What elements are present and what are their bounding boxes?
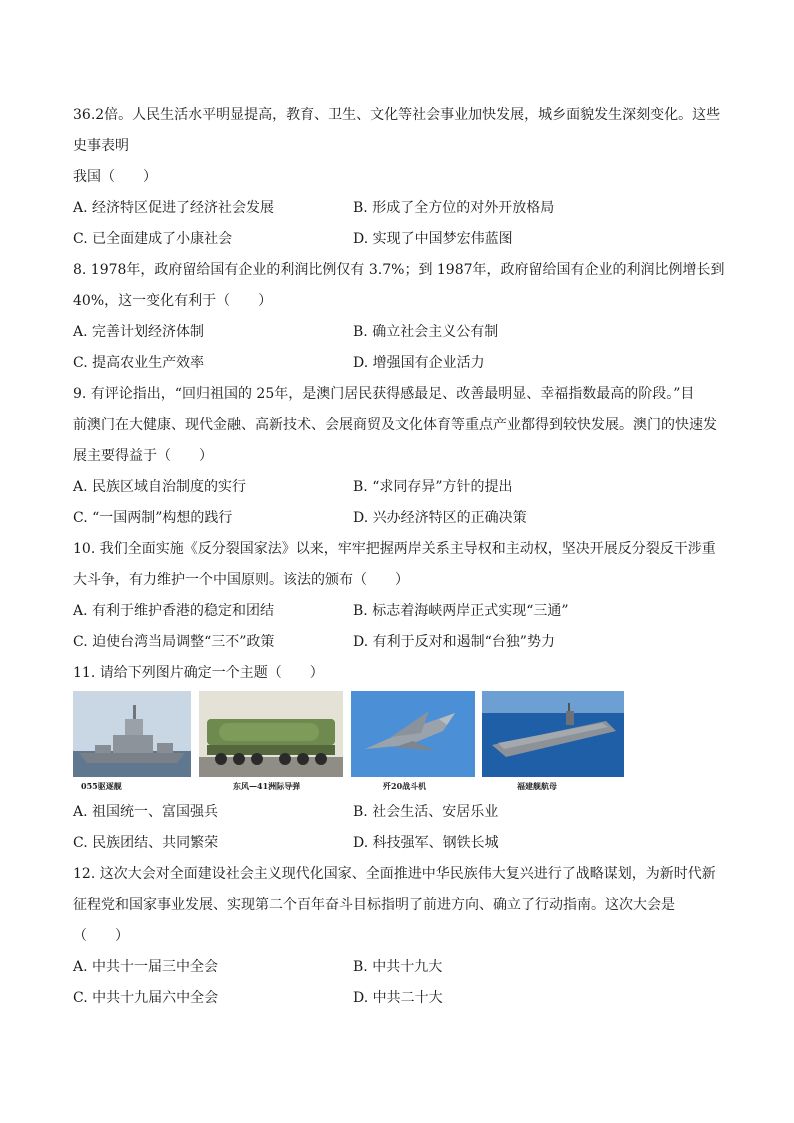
option-d[interactable]: D. 实现了中国梦宏伟蓝图: [353, 231, 513, 247]
question-7-stem-line-3: 我国（ ）: [73, 169, 157, 185]
question-11-options-row-2: [73, 828, 723, 859]
option-b[interactable]: B. 中共十九大: [353, 959, 443, 975]
question-12-stem-line-2: 征程党和国家事业发展、实现第二个百年奋斗目标指明了前进方向、确立了行动指南。这次大会是: [73, 897, 675, 913]
question-12-stem-line-1: 12. 这次大会对全面建设社会主义现代化国家、全面推进中华民族伟大复兴进行了战略谋划，为新时代新: [73, 866, 716, 882]
question-9-options-row-2: [73, 503, 723, 534]
question-11-options-row-1: [73, 797, 723, 828]
question-7-stem-line-1: 36.2倍。人民生活水平明显提高，教育、卫生、文化等社会事业加快发展，城乡面貌发生深刻变化。这些: [73, 107, 721, 123]
question-12: [73, 859, 723, 1014]
question-11-stem: 11. 请给下列图片确定一个主题（ ）: [73, 665, 324, 681]
destroyer-photo: [73, 691, 191, 777]
option-a[interactable]: A. 中共十一届三中全会: [73, 959, 219, 975]
question-11-picture-strip: [73, 691, 723, 797]
fighter-caption: 歼20战斗机: [383, 781, 427, 791]
option-c[interactable]: C. “一国两制”构想的践行: [73, 510, 233, 526]
question-7-options-row-1: [73, 193, 723, 224]
option-d[interactable]: D. 科技强军、钢铁长城: [353, 835, 499, 851]
question-9-options-row-1: [73, 472, 723, 503]
option-d[interactable]: D. 有利于反对和遏制“台独”势力: [353, 634, 555, 650]
question-8-options-row-1: [73, 317, 723, 348]
option-c[interactable]: C. 中共十九届六中全会: [73, 990, 219, 1006]
option-c[interactable]: C. 已全面建成了小康社会: [73, 231, 233, 247]
option-d[interactable]: D. 兴办经济特区的正确决策: [353, 510, 527, 526]
question-8: [73, 255, 723, 379]
option-a[interactable]: A. 有利于维护香港的稳定和团结: [73, 603, 275, 619]
missile-photo: [199, 691, 343, 777]
question-9-stem-line-3: 展主要得益于（ ）: [73, 448, 213, 464]
question-10-stem-line-1: 10. 我们全面实施《反分裂国家法》以来，牢牢把握两岸关系主导权和主动权，坚决开展反分裂反干涉重: [73, 541, 716, 557]
question-12-options-row-2: [73, 983, 723, 1014]
carrier-caption: 福建舰航母: [517, 781, 557, 791]
destroyer-caption: 055驱逐舰: [81, 781, 122, 791]
option-d[interactable]: D. 中共二十大: [353, 990, 443, 1006]
option-a[interactable]: A. 祖国统一、富国强兵: [73, 804, 219, 820]
option-a[interactable]: A. 完善计划经济体制: [73, 324, 205, 340]
question-9-stem-line-1: 9. 有评论指出，“回归祖国的 25年，是澳门居民获得感最足、改善最明显、幸福指数最高的阶段。”目: [73, 386, 695, 402]
question-7-stem-line-2: 史事表明: [73, 138, 129, 154]
fighter-photo: [351, 691, 475, 777]
question-9: [73, 379, 723, 534]
option-b[interactable]: B. “求同存异”方针的提出: [353, 479, 513, 495]
question-8-stem-line-2: 40%，这一变化有利于（ ）: [73, 293, 273, 309]
option-b[interactable]: B. 社会生活、安居乐业: [353, 804, 499, 820]
question-8-stem-line-1: 8. 1978年，政府留给国有企业的利润比例仅有 3.7%；到 1987年，政府留给国有企业的利润比例增长到: [73, 262, 725, 278]
question-7: [73, 100, 723, 255]
option-b[interactable]: B. 标志着海峡两岸正式实现“三通”: [353, 603, 569, 619]
question-11: [73, 658, 723, 859]
option-a[interactable]: A. 经济特区促进了经济社会发展: [73, 200, 275, 216]
question-10-options-row-2: [73, 627, 723, 658]
option-c[interactable]: C. 提高农业生产效率: [73, 355, 205, 371]
question-10: [73, 534, 723, 658]
option-b[interactable]: B. 确立社会主义公有制: [353, 324, 499, 340]
option-a[interactable]: A. 民族区域自治制度的实行: [73, 479, 247, 495]
missile-caption: 东风—41洲际导弹: [233, 781, 301, 791]
option-c[interactable]: C. 迫使台湾当局调整“三不”政策: [73, 634, 275, 650]
option-c[interactable]: C. 民族团结、共同繁荣: [73, 835, 219, 851]
question-list: [73, 100, 723, 1014]
question-10-stem-line-2: 大斗争，有力维护一个中国原则。该法的颁布（ ）: [73, 572, 409, 588]
option-b[interactable]: B. 形成了全方位的对外开放格局: [353, 200, 555, 216]
question-7-options-row-2: [73, 224, 723, 255]
question-9-stem-line-2: 前澳门在大健康、现代金融、高新技术、会展商贸及文化体育等重点产业都得到较快发展。澳门的快速发: [73, 417, 717, 433]
question-12-stem-line-3: （ ）: [73, 928, 129, 944]
option-d[interactable]: D. 增强国有企业活力: [353, 355, 485, 371]
question-8-options-row-2: [73, 348, 723, 379]
question-10-options-row-1: [73, 596, 723, 627]
carrier-photo: [482, 691, 624, 777]
question-12-options-row-1: [73, 952, 723, 983]
